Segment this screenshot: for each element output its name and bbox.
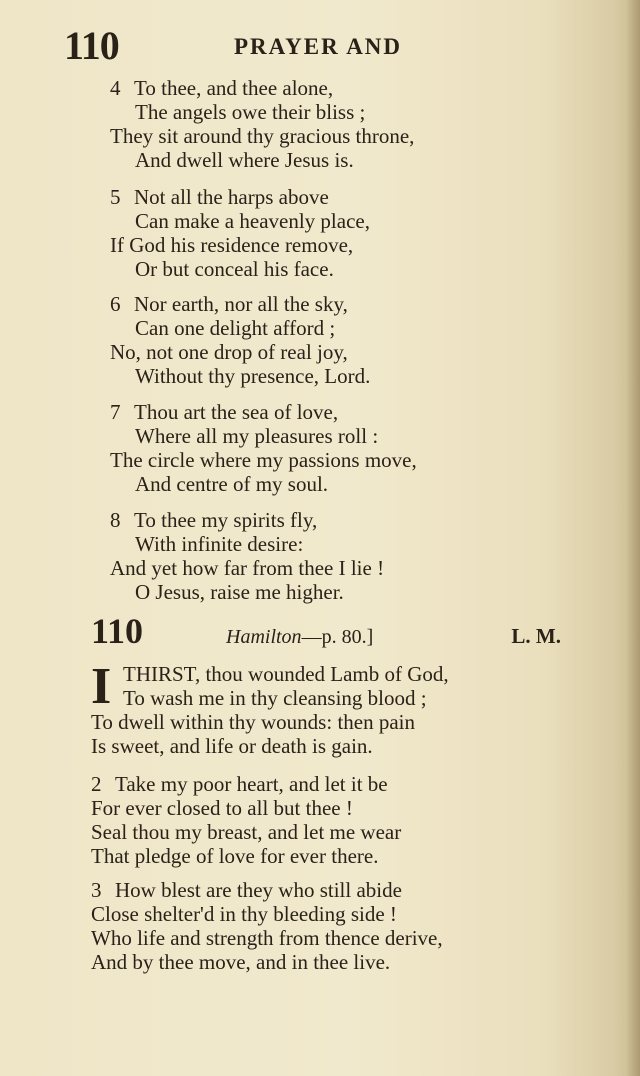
stanza-line: No, not one drop of real joy, [110, 340, 348, 364]
stanza-line: O Jesus, raise me higher. [135, 580, 344, 604]
stanza-line: Where all my pleasures roll : [135, 424, 379, 448]
stanza-line: That pledge of love for ever there. [91, 844, 379, 868]
running-head: PRAYER AND [234, 34, 403, 59]
stanza-line: Is sweet, and life or death is gain. [91, 734, 373, 758]
stanza-line: And yet how far from thee I lie ! [110, 556, 385, 580]
stanza-line: Who life and strength from thence derive, [91, 926, 443, 950]
stanza-line: Or but conceal his face. [135, 257, 334, 281]
tune-page-ref: —p. 80.] [301, 626, 374, 648]
drop-cap: I [91, 658, 112, 715]
verse-number: 2 [91, 772, 102, 796]
stanza-line: The angels owe their bliss ; [135, 100, 366, 124]
hymn-number: 110 [91, 611, 144, 651]
verse-number: 8 [110, 508, 121, 532]
stanza-line: 4 To thee, and thee alone, [110, 76, 334, 100]
verse-number: 5 [110, 185, 121, 209]
stanza-line: And centre of my soul. [135, 472, 329, 496]
stanza-6 [110, 292, 530, 388]
tune-name: Hamilton [226, 626, 302, 648]
stanza-line: For ever closed to all but thee ! [91, 796, 353, 820]
hymn-110-stanza-1 [91, 658, 551, 758]
stanza-4 [110, 76, 530, 172]
tune-reference [226, 626, 373, 649]
stanza-line: 6 Nor earth, nor all the sky, [110, 292, 348, 316]
hymn-110-stanza-3 [91, 878, 551, 974]
stanza-5 [110, 185, 530, 281]
stanza-7 [110, 400, 530, 496]
page-edge-shadow [626, 0, 640, 1076]
verse-number: 4 [110, 76, 121, 100]
page-header [64, 22, 444, 72]
stanza-8 [110, 508, 530, 604]
hymn-110-stanza-2 [91, 772, 551, 868]
stanza-line: Seal thou my breast, and let me wear [91, 820, 402, 844]
stanza-line: The circle where my passions move, [110, 448, 417, 472]
stanza-line: Can make a heavenly place, [135, 209, 370, 233]
stanza-line: And by thee move, and in thee live. [91, 950, 391, 974]
stanza-line: They sit around thy gracious throne, [110, 124, 415, 148]
stanza-line: With infinite desire: [135, 532, 304, 556]
stanza-line: And dwell where Jesus is. [135, 148, 354, 172]
stanza-line: 2 Take my poor heart, and let it be [91, 772, 388, 796]
stanza-line: If God his residence remove, [110, 233, 354, 257]
stanza-line: Without thy presence, Lord. [135, 364, 371, 388]
stanza-line: Close shelter'd in thy bleeding side ! [91, 902, 397, 926]
stanza-line: THIRST, thou wounded Lamb of God, [123, 662, 449, 686]
meter-label: L. M. [511, 624, 561, 648]
stanza-line: To wash me in thy cleansing blood ; [123, 686, 427, 710]
verse-number: 3 [91, 878, 102, 902]
page-number: 110 [64, 23, 119, 68]
hymn-110-heading [91, 610, 561, 658]
stanza-line: 3 How blest are they who still abide [91, 878, 402, 902]
stanza-line: Can one delight afford ; [135, 316, 336, 340]
verse-number: 7 [110, 400, 121, 424]
stanza-line: To dwell within thy wounds: then pain [91, 710, 416, 734]
stanza-line: 5 Not all the harps above [110, 185, 329, 209]
stanza-line: 8 To thee my spirits fly, [110, 508, 318, 532]
verse-number: 6 [110, 292, 121, 316]
stanza-line: 7 Thou art the sea of love, [110, 400, 339, 424]
